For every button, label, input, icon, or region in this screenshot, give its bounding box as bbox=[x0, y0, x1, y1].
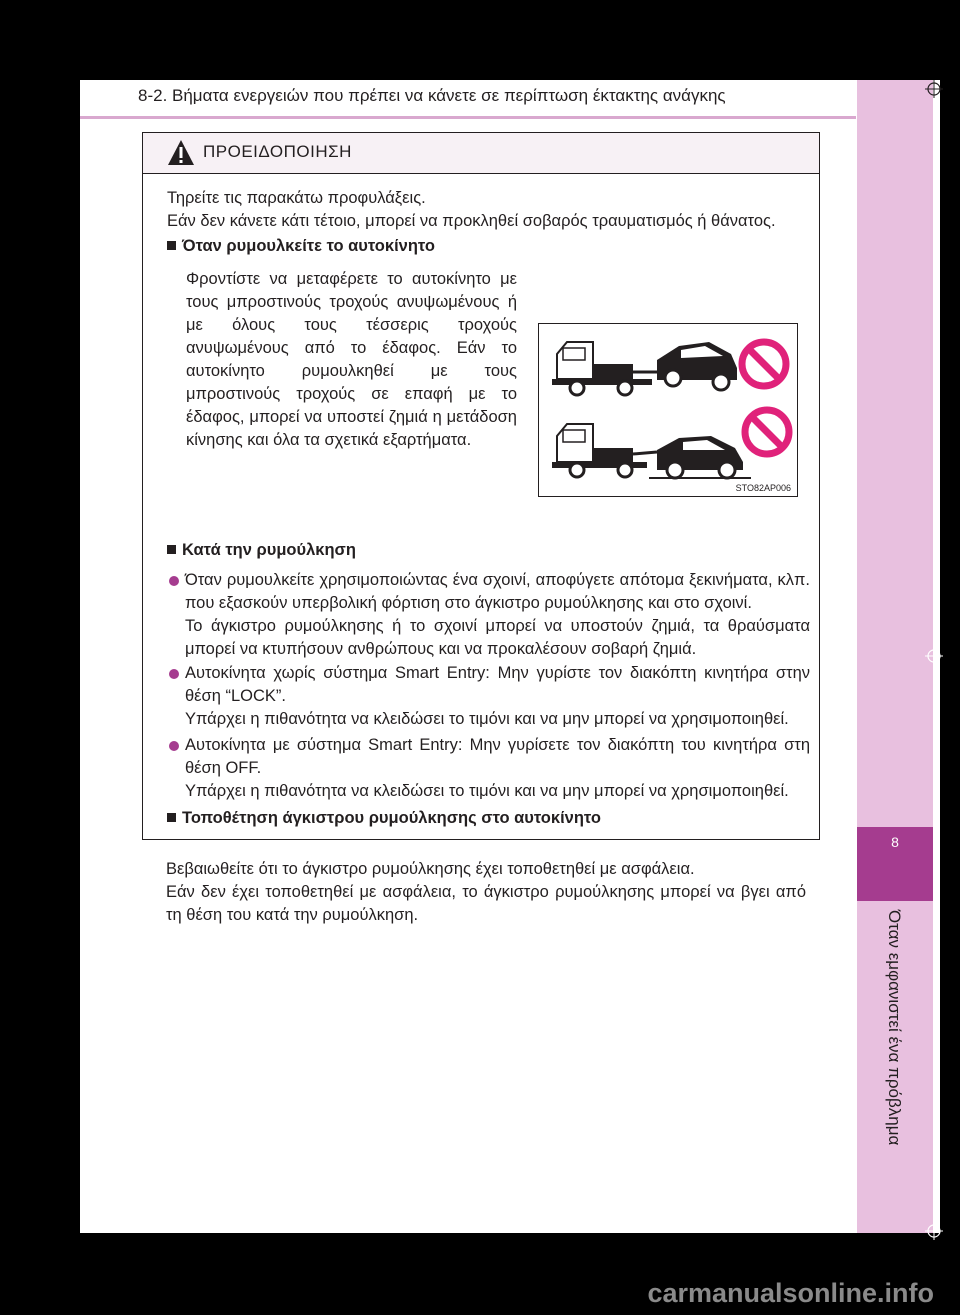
illustration-code: STO82AP006 bbox=[735, 483, 791, 493]
section-heading-text: Τοποθέτηση άγκιστρου ρυμούλκησης στο αυτοκίνητο bbox=[182, 809, 601, 827]
circle-bullet-icon bbox=[169, 669, 179, 679]
section-heading-hook bbox=[167, 809, 601, 828]
bullet-rope-main: Όταν ρυμουλκείτε χρησιμοποιώντας ένα σχοινί, αποφύγετε απότομα ξεκινήματα, κλπ. που εξασκούν υπερβολική φόρτιση στο άγκιστρο ρυμούλκησης και στο σχοινί. bbox=[185, 571, 810, 612]
watermark-text: carmanualsonline.info bbox=[647, 1278, 934, 1308]
warning-box bbox=[142, 132, 820, 840]
circle-bullet-icon bbox=[169, 576, 179, 586]
section-heading-during-towing bbox=[167, 541, 356, 560]
section-heading-towing bbox=[167, 237, 435, 256]
tow-truck-illustration bbox=[539, 324, 797, 496]
bullet-no-smart-entry-main: Αυτοκίνητα χωρίς σύστημα Smart Entry: Μην γυρίστε τον διακόπτη κινητήρα στην θέση “LOCK”. bbox=[185, 664, 810, 705]
square-bullet-icon bbox=[167, 241, 176, 250]
hook-text-2: Εάν δεν έχει τοποθετηθεί με ασφάλεια, το άγκιστρο ρυμούλκησης μπορεί να βγει από τη θέση του κατά την ρυμούλκηση. bbox=[166, 883, 806, 924]
warning-triangle-icon bbox=[167, 139, 195, 167]
bullet-smart-entry-extra: Υπάρχει η πιθανότητα να κλειδώσει το τιμόνι και να μην μπορεί να χρησιμοποιηθεί. bbox=[185, 782, 789, 800]
warning-header bbox=[143, 133, 819, 174]
warning-title: ΠΡΟΕΙΔΟΠΟΙΗΣΗ bbox=[203, 142, 352, 161]
bullet-no-smart-entry-extra: Υπάρχει η πιθανότητα να κλειδώσει το τιμόνι και να μην μπορεί να χρησιμοποιηθεί. bbox=[185, 710, 789, 728]
registration-mark-icon bbox=[925, 80, 943, 98]
manual-page bbox=[80, 80, 940, 1233]
chapter-label-text: Όταν εμφανιστεί ένα πρόβλημα bbox=[885, 910, 904, 1146]
section-heading-text: Όταν ρυμουλκείτε το αυτοκίνητο bbox=[182, 237, 435, 255]
registration-mark-icon bbox=[925, 647, 943, 665]
hook-text-1: Βεβαιωθείτε ότι το άγκιστρο ρυμούλκησης έχει τοποθετηθεί με ασφάλεια. bbox=[166, 860, 695, 878]
watermark bbox=[0, 1235, 960, 1315]
chapter-number: 8 bbox=[857, 827, 933, 901]
bullet-smart-entry-main: Αυτοκίνητα με σύστημα Smart Entry: Μην γυρίσετε τον διακόπτη του κινητήρα στη θέση OFF. bbox=[185, 736, 810, 777]
header-rule bbox=[80, 116, 856, 119]
chapter-label bbox=[885, 910, 908, 1230]
bullet-rope-extra: Το άγκιστρο ρυμούλκησης ή το σχοινί μπορεί να υποστούν ζημιά, τα θραύσματα μπορεί να κτυπήσουν ανθρώπους και να προκαλέσουν σοβαρή ζημιά. bbox=[185, 617, 810, 658]
circle-bullet-icon bbox=[169, 741, 179, 751]
towing-text: Φροντίστε να μεταφέρετε το αυτοκίνητο με τους μπροστινούς τροχούς ανυψωμένους ή με όλους τους τέσσερις τροχούς ανυψωμένους από το έδαφος. Εάν το αυτοκίνητο ρυμουλκηθεί με τους μπροστινούς τροχούς σε επαφή με το έδαφος, μπορεί να υποστεί ζημιά η μετάδοση κίνησης και όλα τα σχετικά εξαρτήματα. bbox=[186, 270, 517, 449]
section-heading-text: Κατά την ρυμούλκηση bbox=[182, 541, 356, 559]
square-bullet-icon bbox=[167, 813, 176, 822]
warning-intro-2: Εάν δεν κάνετε κάτι τέτοιο, μπορεί να προκληθεί σοβαρός τραυματισμός ή θάνατος. bbox=[167, 212, 776, 230]
square-bullet-icon bbox=[167, 545, 176, 554]
warning-intro-1: Τηρείτε τις παρακάτω προφυλάξεις. bbox=[167, 189, 426, 207]
towing-illustration bbox=[538, 323, 798, 497]
page-header: 8-2. Βήματα ενεργειών που πρέπει να κάνετε σε περίπτωση έκτακτης ανάγκης bbox=[138, 86, 726, 105]
